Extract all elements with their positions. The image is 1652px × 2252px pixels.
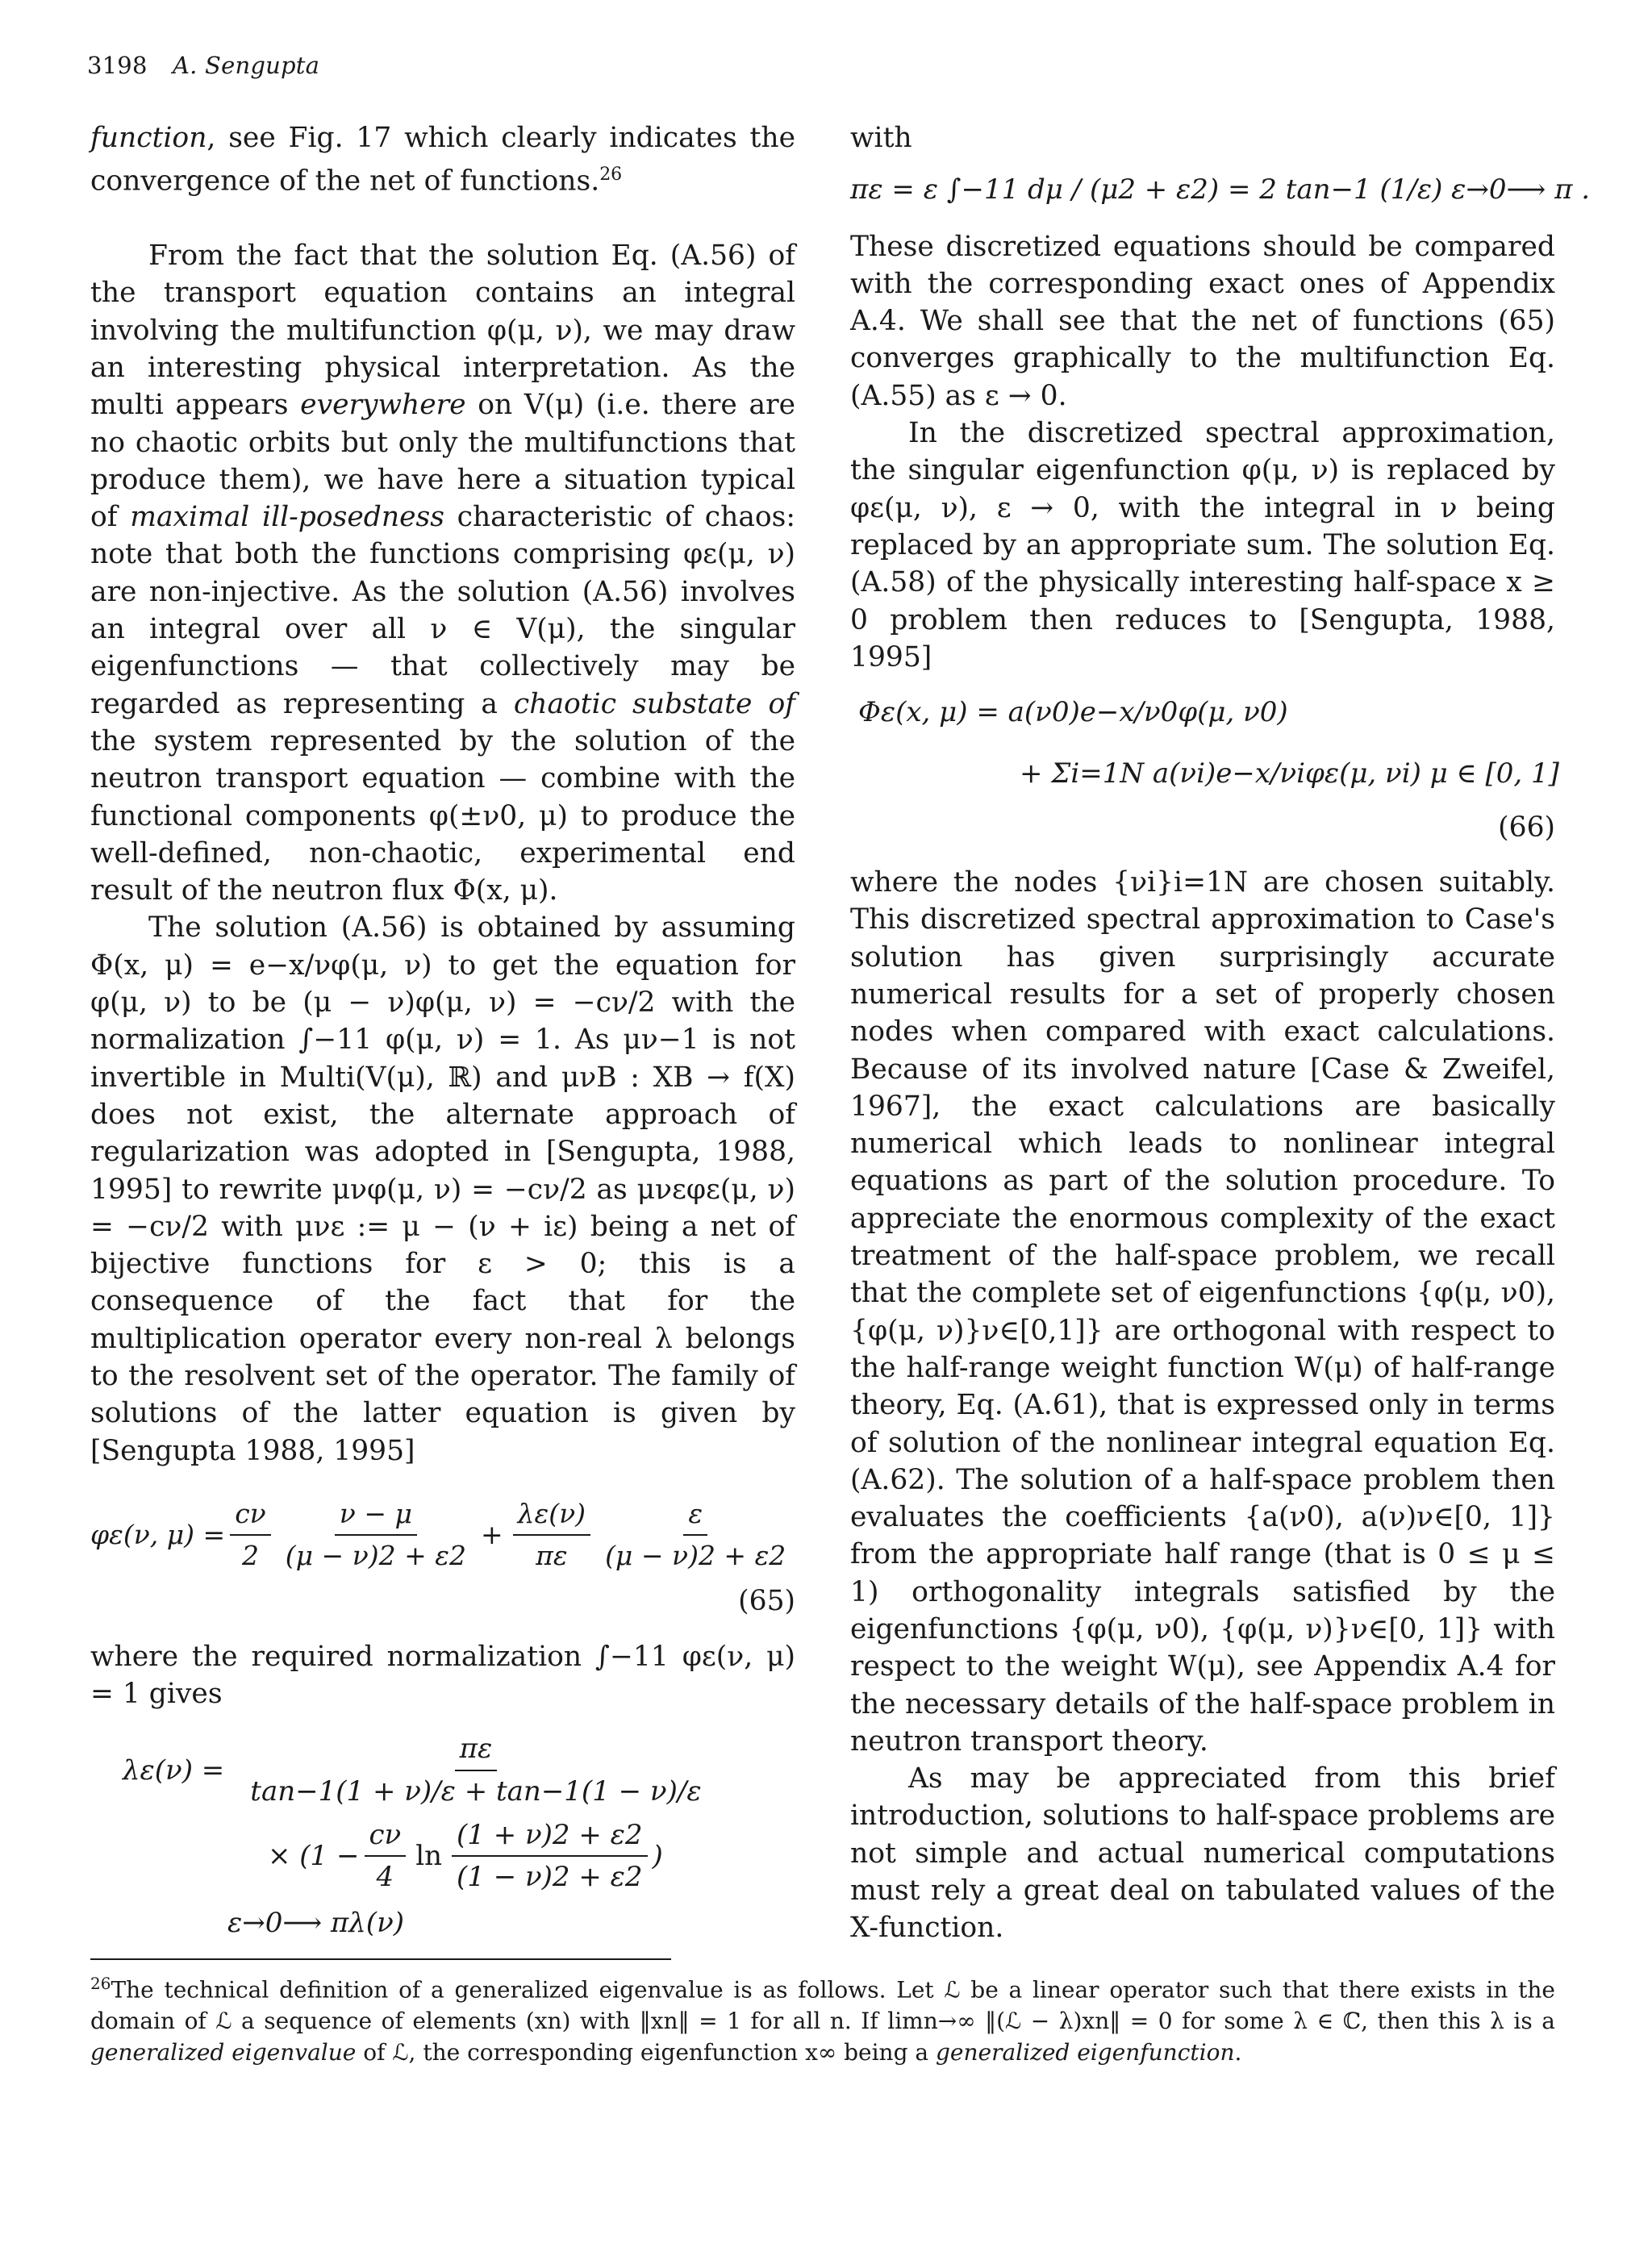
right-column <box>850 119 1591 1947</box>
equation-66: Φε(x, μ) = a(ν0)e−x/ν0φ(μ, ν0) + Σi=1N a(νi)e−x/νiφε(μ, νi) μ ∈ [0, 1] <box>858 696 1559 790</box>
paragraph-nodes: where the nodes {νi}i=1N are chosen suitably. This discretized spectral approximation to Case's solution has given surprisingly accurate numerical results for a set of properly chosen nodes when compared with exact calculations. Because of its involved nature [Case & Zweifel, 1967], the exact calculations are basically numerical which leads to nonlinear integral equations as part of the solution procedure. To appreciate the enormous complexity of the exact treatment of the half-space problem, we recall that the complete set of eigenfunctions {φ(μ, ν0), {φ(μ, ν)}ν∈[0,1]} are orthogonal with respect to the half-range weight function W(μ) of half-range theory, Eq. (A.61), that is expressed only in terms of solution of the nonlinear integral equation Eq. (A.62). The solution of a half-space problem then evaluates the coefficients {a(ν0), a(ν)ν∈[0, 1]} from the appropriate half range (that is 0 ≤ μ ≤ 1) orthogonality integrals satisfied by the eigenfunctions {φ(μ, ν0), {φ(μ, ν)}ν∈[0, 1]} with respect to the weight W(μ), see Appendix A.4 for the necessary details of the half-space problem in neutron transport theory. <box>850 866 1555 1758</box>
equation-number-66: (66) <box>1498 811 1555 844</box>
paragraph-interpretation: From the fact that the solution Eq. (A.56) of the transport equation contains an integral involving the multifunction φ(μ, ν), we may draw an interesting physical interpretation. As the multi appears everywhere on V(μ) (i.e. there are no chaotic orbits but only the multifunctions that produce them), we have here a situation typical of maximal ill-posedness characteristic of chaos: note that both the functions comprising φε(μ, ν) are non-injective. As the solution (A.56) involves an integral over all ν ∈ V(μ), the singular eigenfunctions — that collectively may be regarded as representing a chaotic substate of the system represented by the solution of the neutron transport equation — combine with the functional components φ(±ν0, μ) to produce the well-defined, non-chaotic, experimental end result of the neutron flux Φ(x, μ). <box>90 240 795 907</box>
equation-65: φε(ν, μ) = $\frac{c\nu}{2}$ $\frac{\nu - \mu}{(\mu - \nu)2 + \varepsilon 2}$ + $\frac{\lambda\varepsilon(\nu)}{\pi\varepsilon}$ $\frac{\varepsilon}{(\mu - \nu)2 + \varepsilon 2}$ <box>90 1495 795 1575</box>
paragraph-compare: These discretized equations should be compared with the corresponding exact ones of Appendix A.4. We shall see that the net of functions (65) converges graphically to the multifunction Eq. (A.55) as ε → 0. <box>850 230 1555 412</box>
paragraph-conclusion: As may be appreciated from this brief introduction, solutions to half-space problems are not simple and actual numerical computations must rely a great deal on tabulated values of the X-function. <box>850 1762 1555 1945</box>
left-column <box>90 119 795 1941</box>
page-number: 3198 <box>87 52 148 79</box>
footnote-rule <box>90 1958 671 1960</box>
paragraph-continuation: function, see Fig. 17 which clearly indicates the convergence of the net of functions.$^{26}$ <box>90 122 795 198</box>
equation-lambda: λε(ν) = $\frac{\pi\varepsilon}{\tan-1(1 + \nu)/\varepsilon + \tan-1(1 - \nu)/\varepsilon}$ × (1 − $\frac{c\nu}{4}$ ln $\frac{(1 + \nu)2 + \varepsilon 2}{(1 - \nu)2 + \varepsilon 2}$ ) ε→0⟶ πλ(ν) <box>123 1730 795 1941</box>
paragraph-discretized: In the discretized spectral approximation, the singular eigenfunction φ(μ, ν) is replaced by φε(μ, ν), ε → 0, with the integral in ν being replaced by an appropriate sum. The solution Eq. (A.58) of the physically interesting half-space x ≥ 0 problem then reduces to [Sengupta, 1988, 1995] <box>850 417 1555 674</box>
equation-number-65: (65) <box>738 1585 795 1618</box>
equation-pi-epsilon: πε = ε ∫−11 dμ / (μ2 + ε2) = 2 tan−1 (1/ε) ε→0⟶ π . <box>850 173 1591 206</box>
paragraph-normalization: where the required normalization ∫−11 φε(ν, μ) = 1 gives <box>90 1640 795 1711</box>
with-text: with <box>850 122 912 154</box>
footnote-marker: 26 <box>599 165 623 186</box>
footnote-26: $^{26}$The technical definition of a generalized eigenvalue is as follows. Let ℒ be a linear operator such that there exists in the domain of ℒ a sequence of elements (xn) with ‖xn‖ = 1 for all n. If limn→∞ ‖(ℒ − λ)xn‖ = 0 for some λ ∈ ℂ, then this λ is a generalized eigenvalue of ℒ, the corresponding eigenfunction x∞ being a generalized eigenfunction. <box>90 1974 1555 2066</box>
running-author: A. Sengupta <box>173 52 320 79</box>
paragraph-solution: The solution (A.56) is obtained by assuming Φ(x, μ) = e−x/νφ(μ, ν) to get the equation for φ(μ, ν) to be (μ − ν)φ(μ, ν) = −cν/2 with the normalization ∫−11 φ(μ, ν) = 1. As μν−1 is not invertible in Multi(V(μ), ℝ) and μνB : XB → f(X) does not exist, the alternate approach of regularization was adopted in [Sengupta, 1988, 1995] to rewrite μνφ(μ, ν) = −cν/2 as μνεφε(μ, ν) = −cν/2 with μνε := μ − (ν + iε) being a net of bijective functions for ε > 0; this is a consequence of the fact that for the multiplication operator every non-real λ belongs to the resolvent set of the operator. The family of solutions of the latter equation is given by [Sengupta 1988, 1995] <box>90 911 795 1467</box>
running-header <box>87 52 319 79</box>
